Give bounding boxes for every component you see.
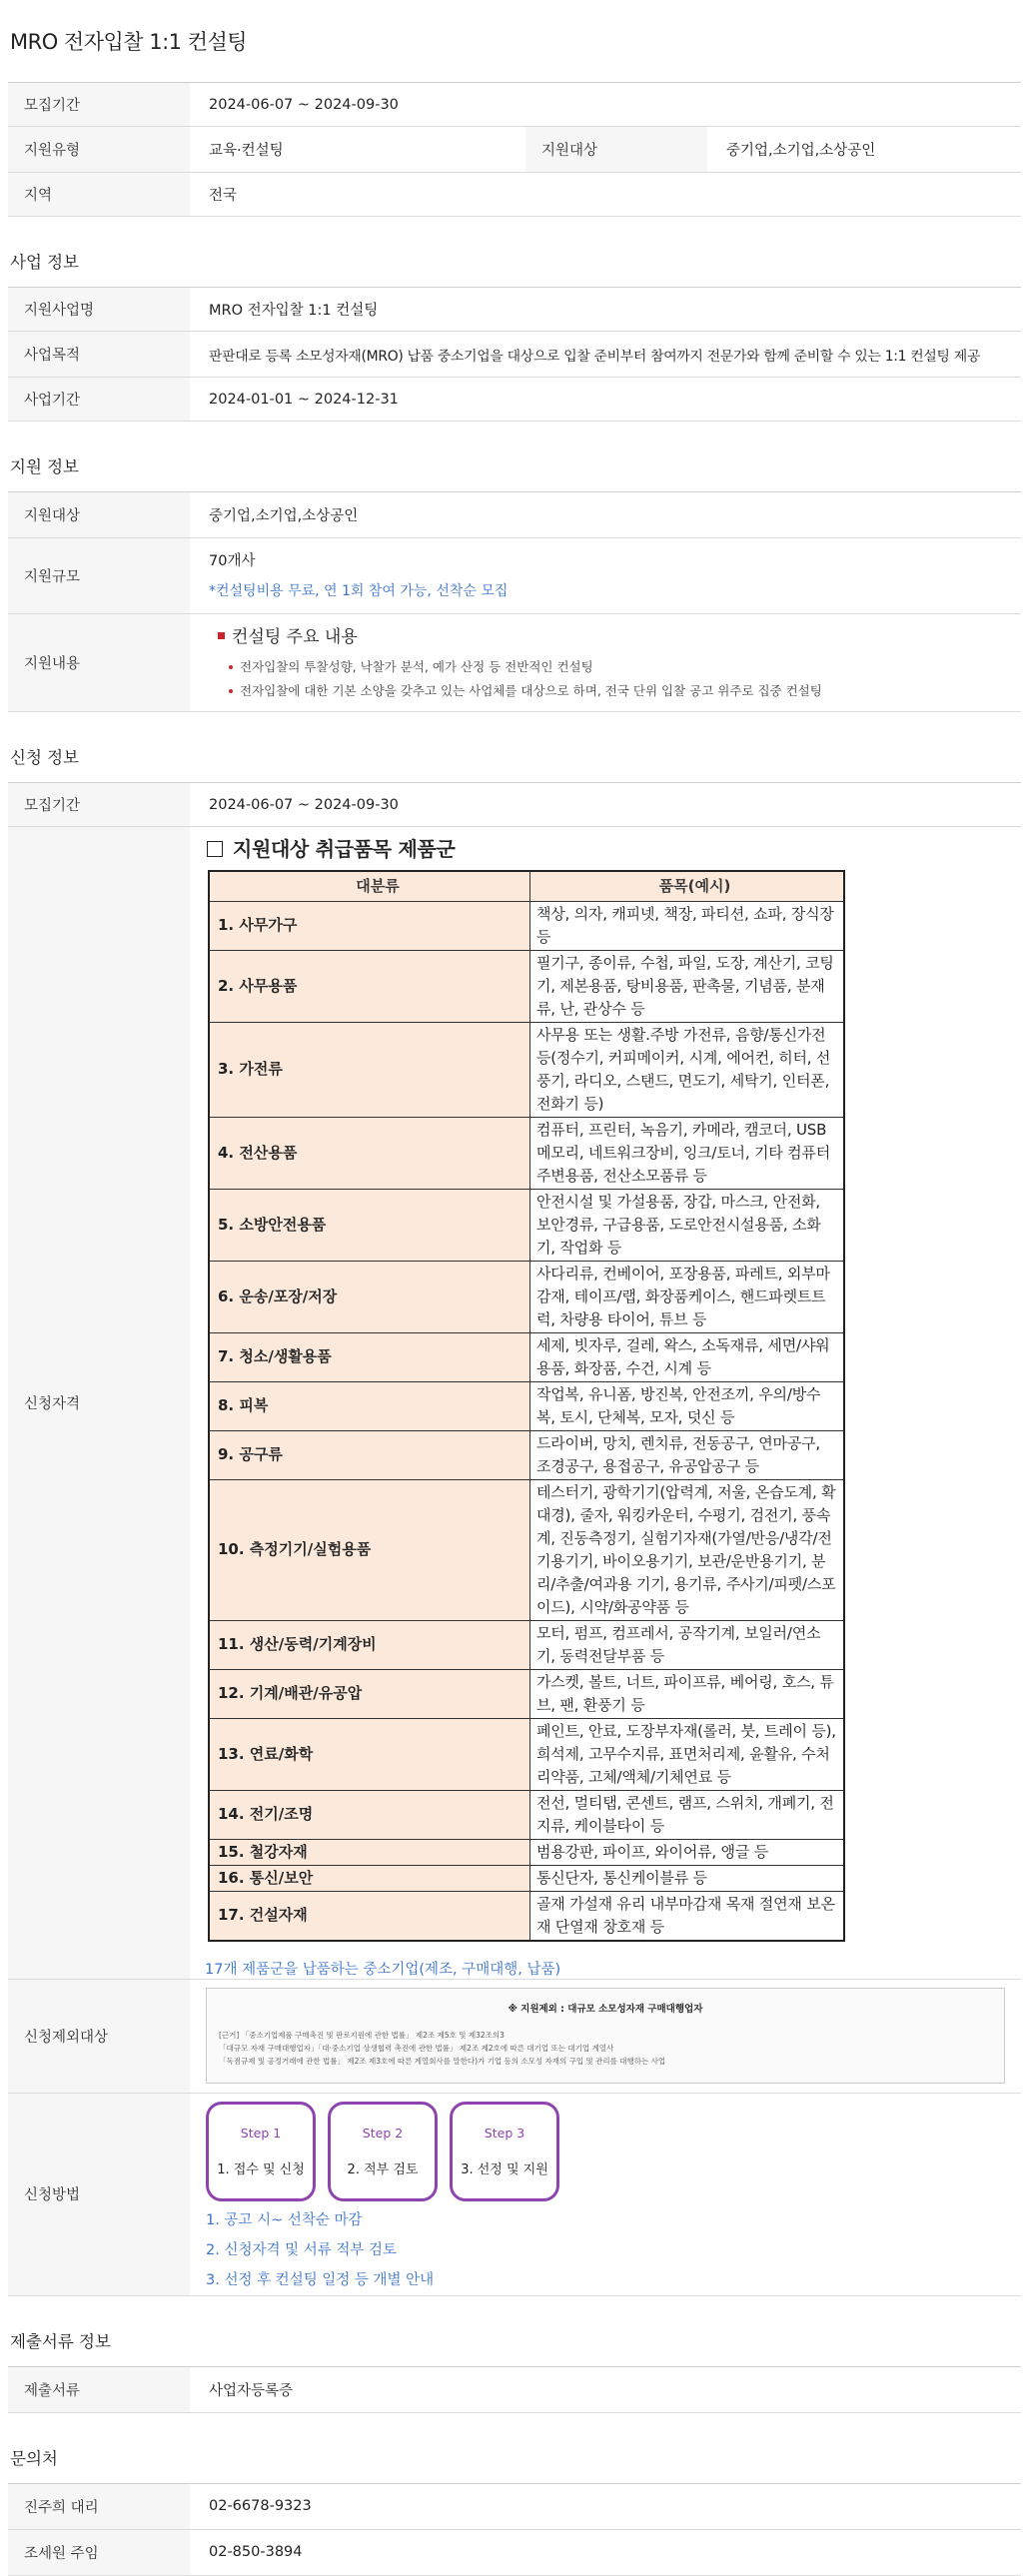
business-table: [8, 287, 1021, 422]
product-row: [209, 1865, 844, 1891]
exclusion-heading: ※ 지원제외 : 대규모 소모성자재 구매대행업자: [508, 2004, 703, 2015]
step-label: 3. 선정 및 지원: [461, 2161, 548, 2177]
product-table: [208, 870, 845, 1942]
exclusion-notice-image: [206, 1988, 1005, 2084]
documents-table: [8, 2366, 1021, 2413]
product-row: [209, 950, 844, 1022]
summary-table: [8, 82, 1021, 217]
apply-period-label: 모집기간: [8, 783, 190, 827]
product-category: 15. 철강자재: [209, 1839, 529, 1865]
contact-phone: 02-850-3894: [190, 2529, 1021, 2575]
method-notes: [206, 2205, 1021, 2295]
business-period-label: 사업기간: [8, 378, 190, 422]
qualification-note: 17개 제품군을 납품하는 중소기업(제조, 구매대행, 납품): [205, 1961, 561, 1978]
step-list: [206, 2094, 1021, 2201]
step-number: Step 1: [240, 2125, 282, 2141]
exclusion-label: 신청제외대상: [8, 1979, 190, 2093]
business-period-value: 2024-01-01 ~ 2024-12-31: [190, 378, 1021, 422]
product-items: 전선, 멀티탭, 콘센트, 램프, 스위치, 개폐기, 전지류, 케이블타이 등: [529, 1790, 844, 1839]
product-items: 책상, 의자, 캐피넷, 책장, 파티션, 쇼파, 장식장 등: [529, 901, 844, 950]
step-card: [328, 2102, 438, 2201]
support-scale-note: *컨설팅비용 무료, 연 1회 참여 가능, 선착순 모집: [209, 582, 509, 599]
step-card: [206, 2102, 316, 2201]
method-label: 신청방법: [8, 2093, 190, 2295]
product-items: 드라이버, 망치, 렌치류, 전동공구, 연마공구, 조경공구, 용접공구, 유공압공구 등: [529, 1430, 844, 1479]
contact-phone: 02-6678-9323: [190, 2483, 1021, 2529]
support-content-label: 지원내용: [8, 614, 190, 712]
product-category: 12. 기계/배관/유공압: [209, 1669, 529, 1718]
product-category: 16. 통신/보안: [209, 1865, 529, 1891]
product-row: [209, 1189, 844, 1261]
region-value: 전국: [190, 173, 1021, 217]
product-header-category: 대분류: [209, 871, 529, 901]
product-row: [209, 1022, 844, 1117]
step-label: 1. 접수 및 신청: [217, 2161, 305, 2177]
target-label: 지원대상: [525, 127, 707, 173]
product-row: [209, 1261, 844, 1332]
list-item: 전자입찰의 투찰성향, 낙찰가 분석, 예가 산정 등 전반적인 컨설팅: [218, 655, 1021, 679]
period-label: 모집기간: [8, 83, 190, 127]
business-purpose-label: 사업목적: [8, 332, 190, 378]
content-heading: 컨설팅 주요 내용: [218, 622, 1021, 647]
product-items: 안전시설 및 가설용품, 장갑, 마스크, 안전화, 보안경류, 구급용품, 도로안전시설용품, 소화기, 작업화 등: [529, 1189, 844, 1261]
type-label: 지원유형: [8, 127, 190, 173]
product-row: [209, 1430, 844, 1479]
product-items: 모터, 펌프, 컴프레서, 공작기계, 보일러/연소기, 동력전달부품 등: [529, 1620, 844, 1669]
region-label: 지역: [8, 173, 190, 217]
method-note: 2. 신청자격 및 서류 적부 검토: [206, 2241, 397, 2258]
product-items: 작업복, 유니폼, 방진복, 안전조끼, 우의/방수복, 토시, 단체복, 모자, 덧신 등: [529, 1381, 844, 1430]
product-category: 3. 가전류: [209, 1022, 529, 1117]
method-note: 3. 선정 후 컨설팅 일정 등 개별 안내: [206, 2271, 435, 2288]
list-item: 전자입찰에 대한 기본 소양을 갖추고 있는 사업체를 대상으로 하며, 전국 단위 입찰 공고 위주로 집중 컨설팅: [218, 679, 1021, 703]
business-section-title: 사업 정보: [10, 253, 80, 272]
support-target-label: 지원대상: [8, 492, 190, 538]
product-category: 13. 연료/화학: [209, 1718, 529, 1790]
exclusion-line: 「독점규제 및 공정거래에 관한 법률」 제2조 제3호에 따른 계열회사를 말한다)가 기업 등의 소모성 자재의 구입 및 관리를 대행하는 사업: [219, 2057, 666, 2066]
red-square-icon: [218, 632, 225, 639]
target-value: 중기업,소기업,소상공인: [707, 127, 1021, 173]
period-value: 2024-06-07 ~ 2024-09-30: [190, 83, 1021, 127]
type-value: 교육·컨설팅: [190, 127, 525, 173]
support-target-value: 중기업,소기업,소상공인: [190, 492, 1021, 538]
documents-section-title: 제출서류 정보: [10, 2331, 111, 2351]
product-category: 10. 측정기기/실험용품: [209, 1479, 529, 1620]
product-row: [209, 1790, 844, 1839]
content-list: [218, 655, 1021, 703]
support-scale-value: 70개사: [209, 552, 256, 569]
product-category: 8. 피복: [209, 1381, 529, 1430]
step-number: Step 3: [484, 2125, 525, 2141]
step-card: [450, 2102, 559, 2201]
product-row: [209, 1891, 844, 1941]
business-purpose-value: 판판대로 등록 소모성자재(MRO) 납품 중소기업을 대상으로 입찰 준비부터 참여까지 전문가와 함께 준비할 수 있는 1:1 컨설팅 제공: [190, 332, 1021, 378]
apply-table: [8, 782, 1021, 2296]
product-items: 범용강판, 파이프, 와이어류, 앵글 등: [529, 1839, 844, 1865]
square-outline-icon: [207, 841, 223, 857]
product-category: 1. 사무가구: [209, 901, 529, 950]
apply-period-value: 2024-06-07 ~ 2024-09-30: [190, 783, 1021, 827]
product-row: [209, 1718, 844, 1790]
product-items: 컴퓨터, 프린터, 녹음기, 카메라, 캠코더, USB메모리, 네트워크장비, 잉크/토너, 기타 컴퓨터 주변용품, 전산소모품류 등: [529, 1117, 844, 1189]
product-category: 6. 운송/포장/저장: [209, 1261, 529, 1332]
product-category: 2. 사무용품: [209, 950, 529, 1022]
product-items: 통신단자, 통신케이블류 등: [529, 1865, 844, 1891]
product-category: 11. 생산/동력/기계장비: [209, 1620, 529, 1669]
product-category: 7. 청소/생활용품: [209, 1332, 529, 1381]
product-items: 페인트, 안료, 도장부자재(롤러, 붓, 트레이 등), 희석제, 고무수지류, 표면처리제, 윤활유, 수처리약품, 고체/액체/기체연료 등: [529, 1718, 844, 1790]
product-row: [209, 1117, 844, 1189]
product-category: 4. 전산용품: [209, 1117, 529, 1189]
product-items: 골재 가설재 유리 내부마감재 목재 절연재 보온재 단열재 창호재 등: [529, 1891, 844, 1941]
apply-section-title: 신청 정보: [10, 748, 80, 767]
method-note: 1. 공고 시~ 선착순 마감: [206, 2211, 363, 2228]
exclusion-line: [근거] 「중소기업제품 구매촉진 및 판로지원에 관한 법률」 제2조 제5호 및 제32조의3: [219, 2031, 505, 2040]
product-category: 17. 건설자재: [209, 1891, 529, 1941]
support-section-title: 지원 정보: [10, 457, 80, 476]
business-name-value: MRO 전자입찰 1:1 컨설팅: [190, 288, 1021, 332]
business-name-label: 지원사업명: [8, 288, 190, 332]
product-items: 가스켓, 볼트, 너트, 파이프류, 베어링, 호스, 튜브, 팬, 환풍기 등: [529, 1669, 844, 1718]
page-title: MRO 전자입찰 1:1 컨설팅: [10, 30, 248, 54]
contact-name: 조세원 주임: [8, 2529, 190, 2575]
documents-value: 사업자등록증: [190, 2366, 1021, 2412]
contact-section-title: 문의처: [10, 2448, 58, 2468]
product-table-title: 지원대상 취급품목 제품군: [207, 833, 1021, 862]
documents-label: 제출서류: [8, 2366, 190, 2412]
product-row: [209, 1381, 844, 1430]
product-row: [209, 1669, 844, 1718]
product-category: 14. 전기/조명: [209, 1790, 529, 1839]
support-scale-label: 지원규모: [8, 538, 190, 614]
step-number: Step 2: [362, 2125, 404, 2141]
product-items: 사무용 또는 생활.주방 가전류, 음향/통신가전 등(정수기, 커피메이커, 시계, 에어컨, 히터, 선풍기, 라디오, 스탠드, 면도기, 세탁기, 인터폰, 전화기 등): [529, 1022, 844, 1117]
step-label: 2. 적부 검토: [347, 2161, 419, 2177]
product-row: [209, 1332, 844, 1381]
contact-table: [8, 2483, 1021, 2576]
product-row: [209, 1620, 844, 1669]
product-row: [209, 901, 844, 950]
support-table: [8, 491, 1021, 712]
product-row: [209, 1479, 844, 1620]
product-header-items: 품목(예시): [529, 871, 844, 901]
product-category: 5. 소방안전용품: [209, 1189, 529, 1261]
contact-name: 진주희 대리: [8, 2483, 190, 2529]
product-row: [209, 1839, 844, 1865]
product-category: 9. 공구류: [209, 1430, 529, 1479]
product-items: 테스터기, 광학기기(압력계, 저울, 온습도계, 확대경), 줄자, 워킹카운터, 수평기, 검전기, 풍속계, 진동측정기, 실험기자재(가열/반응/냉각/전기용기기, 바이오용기기, 보관/운반용기기, 분리/추출/여과용 기기, 용기류, 주사기/피펫/스포이드), 시약/화공약품 등: [529, 1479, 844, 1620]
exclusion-line: 「대규모 자재 구매대행업자」「대·중소기업 상생협력 촉진에 관한 법률」 제2조 제2호에 따른 대기업 또는 대기업 계열사: [219, 2044, 614, 2053]
qualification-label: 신청자격: [8, 827, 190, 1980]
product-items: 사다리류, 컨베이어, 포장용품, 파레트, 외부마감재, 테이프/랩, 화장품케이스, 핸드파렛트트럭, 차량용 타이어, 튜브 등: [529, 1261, 844, 1332]
product-items: 세제, 빗자루, 걸레, 왁스, 소독재류, 세면/샤워용품, 화장품, 수건, 시계 등: [529, 1332, 844, 1381]
product-items: 필기구, 종이류, 수첩, 파일, 도장, 계산기, 코팅기, 제본용품, 탕비용품, 판촉물, 기념품, 분재류, 난, 관상수 등: [529, 950, 844, 1022]
